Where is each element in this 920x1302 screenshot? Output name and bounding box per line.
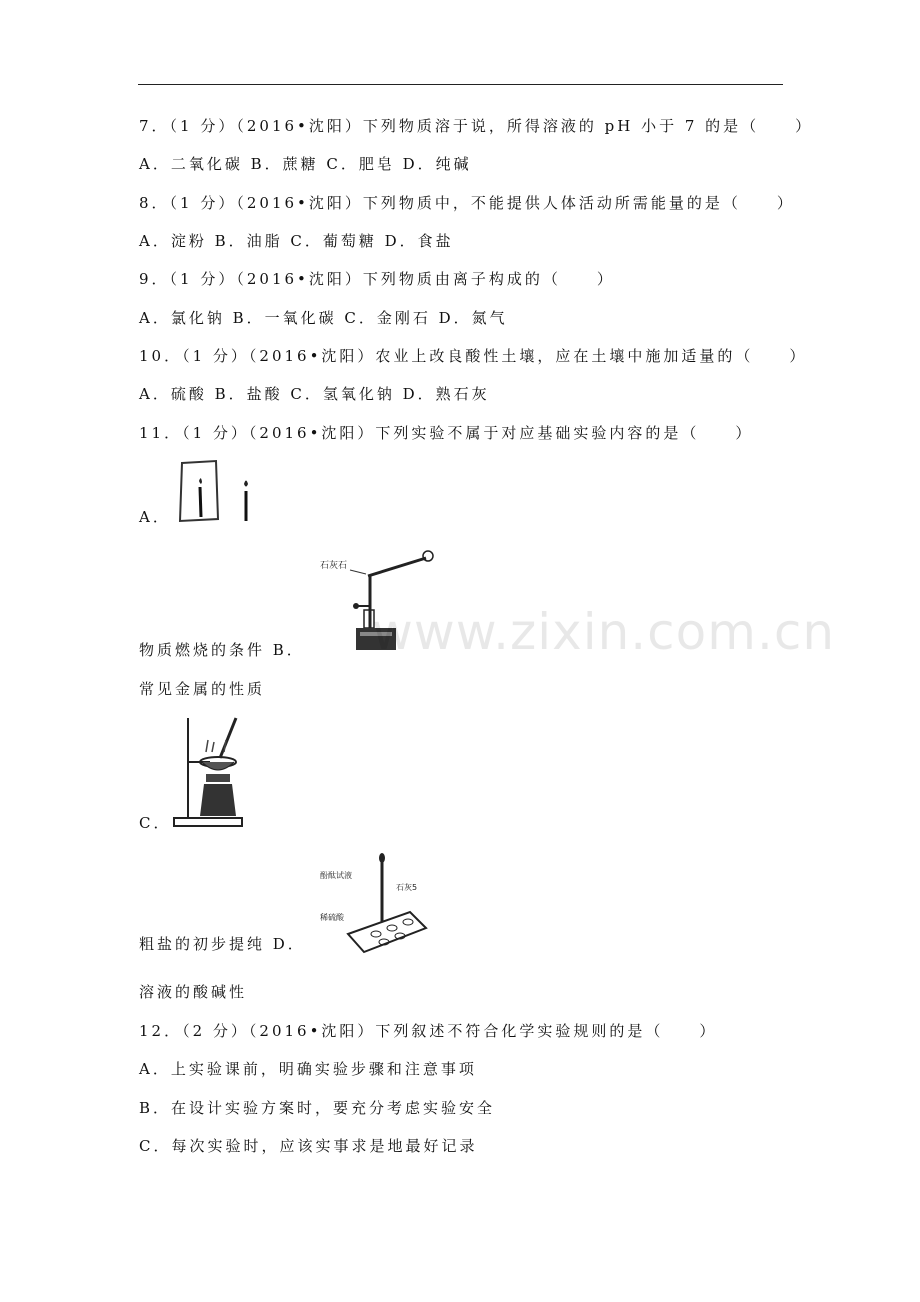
dilute-sulfuric-acid-label: 稀硫酸: [320, 913, 344, 922]
limestone-label: 石灰石: [320, 561, 348, 571]
q7-options: A．二氧化碳 B．蔗糖 C．肥皂 D．纯碱: [139, 155, 472, 173]
salt-evaporation-figure: [170, 712, 250, 830]
q11-option-c-marker: C．: [139, 814, 172, 832]
q11-option-d-text: 溶液的酸碱性: [139, 983, 248, 1001]
q11-a-text-b-marker: 物质燃烧的条件 B．: [139, 641, 305, 659]
candle-jar-figure: [174, 459, 254, 525]
q11-option-b-text: 常见金属的性质: [139, 680, 266, 698]
q9-options: A．氯化钠 B．一氧化碳 C．金刚石 D．氮气: [139, 309, 508, 327]
header-rule: [138, 84, 783, 85]
q12-option-c: C．每次实验时，应该实事求是地最好记录: [139, 1137, 478, 1155]
q9-stem: 9．（1 分）（2016•沈阳）下列物质由离子构成的（ ）: [139, 270, 615, 288]
q8-stem: 8．（1 分）（2016•沈阳）下列物质中，不能提供人体活动所需能量的是（ ）: [139, 194, 795, 212]
q7-stem: 7．（1 分）（2016•沈阳）下列物质溶于说，所得溶液的 pH 小于 7 的是（ ）: [139, 117, 814, 135]
q12-option-b: B．在设计实验方案时，要充分考虑实验安全: [139, 1099, 496, 1117]
q10-stem: 10．（1 分）（2016•沈阳）农业上改良酸性土壤，应在土壤中施加适量的（ ）: [139, 347, 808, 365]
q11-option-a-marker: A．: [139, 508, 171, 526]
q12-option-a: A．上实验课前，明确实验步骤和注意事项: [139, 1060, 477, 1078]
q8-options: A．淀粉 B．油脂 C．葡萄糖 D．食盐: [139, 232, 454, 250]
spot-plate-figure: [318, 848, 430, 956]
limestone-water-label: 石灰5: [396, 883, 418, 892]
q11-stem: 11．（1 分）（2016•沈阳）下列实验不属于对应基础实验内容的是（ ）: [139, 424, 754, 442]
phenolphthalein-label: 酚酞试液: [320, 871, 352, 880]
q11-c-text-d-marker: 粗盐的初步提纯 D．: [139, 935, 306, 953]
watermark: www.zixin.com.cn: [372, 603, 836, 661]
q10-options: A．硫酸 B．盐酸 C．氢氧化钠 D．熟石灰: [139, 385, 490, 403]
q12-stem: 12．（2 分）（2016•沈阳）下列叙述不符合化学实验规则的是（ ）: [139, 1022, 718, 1040]
